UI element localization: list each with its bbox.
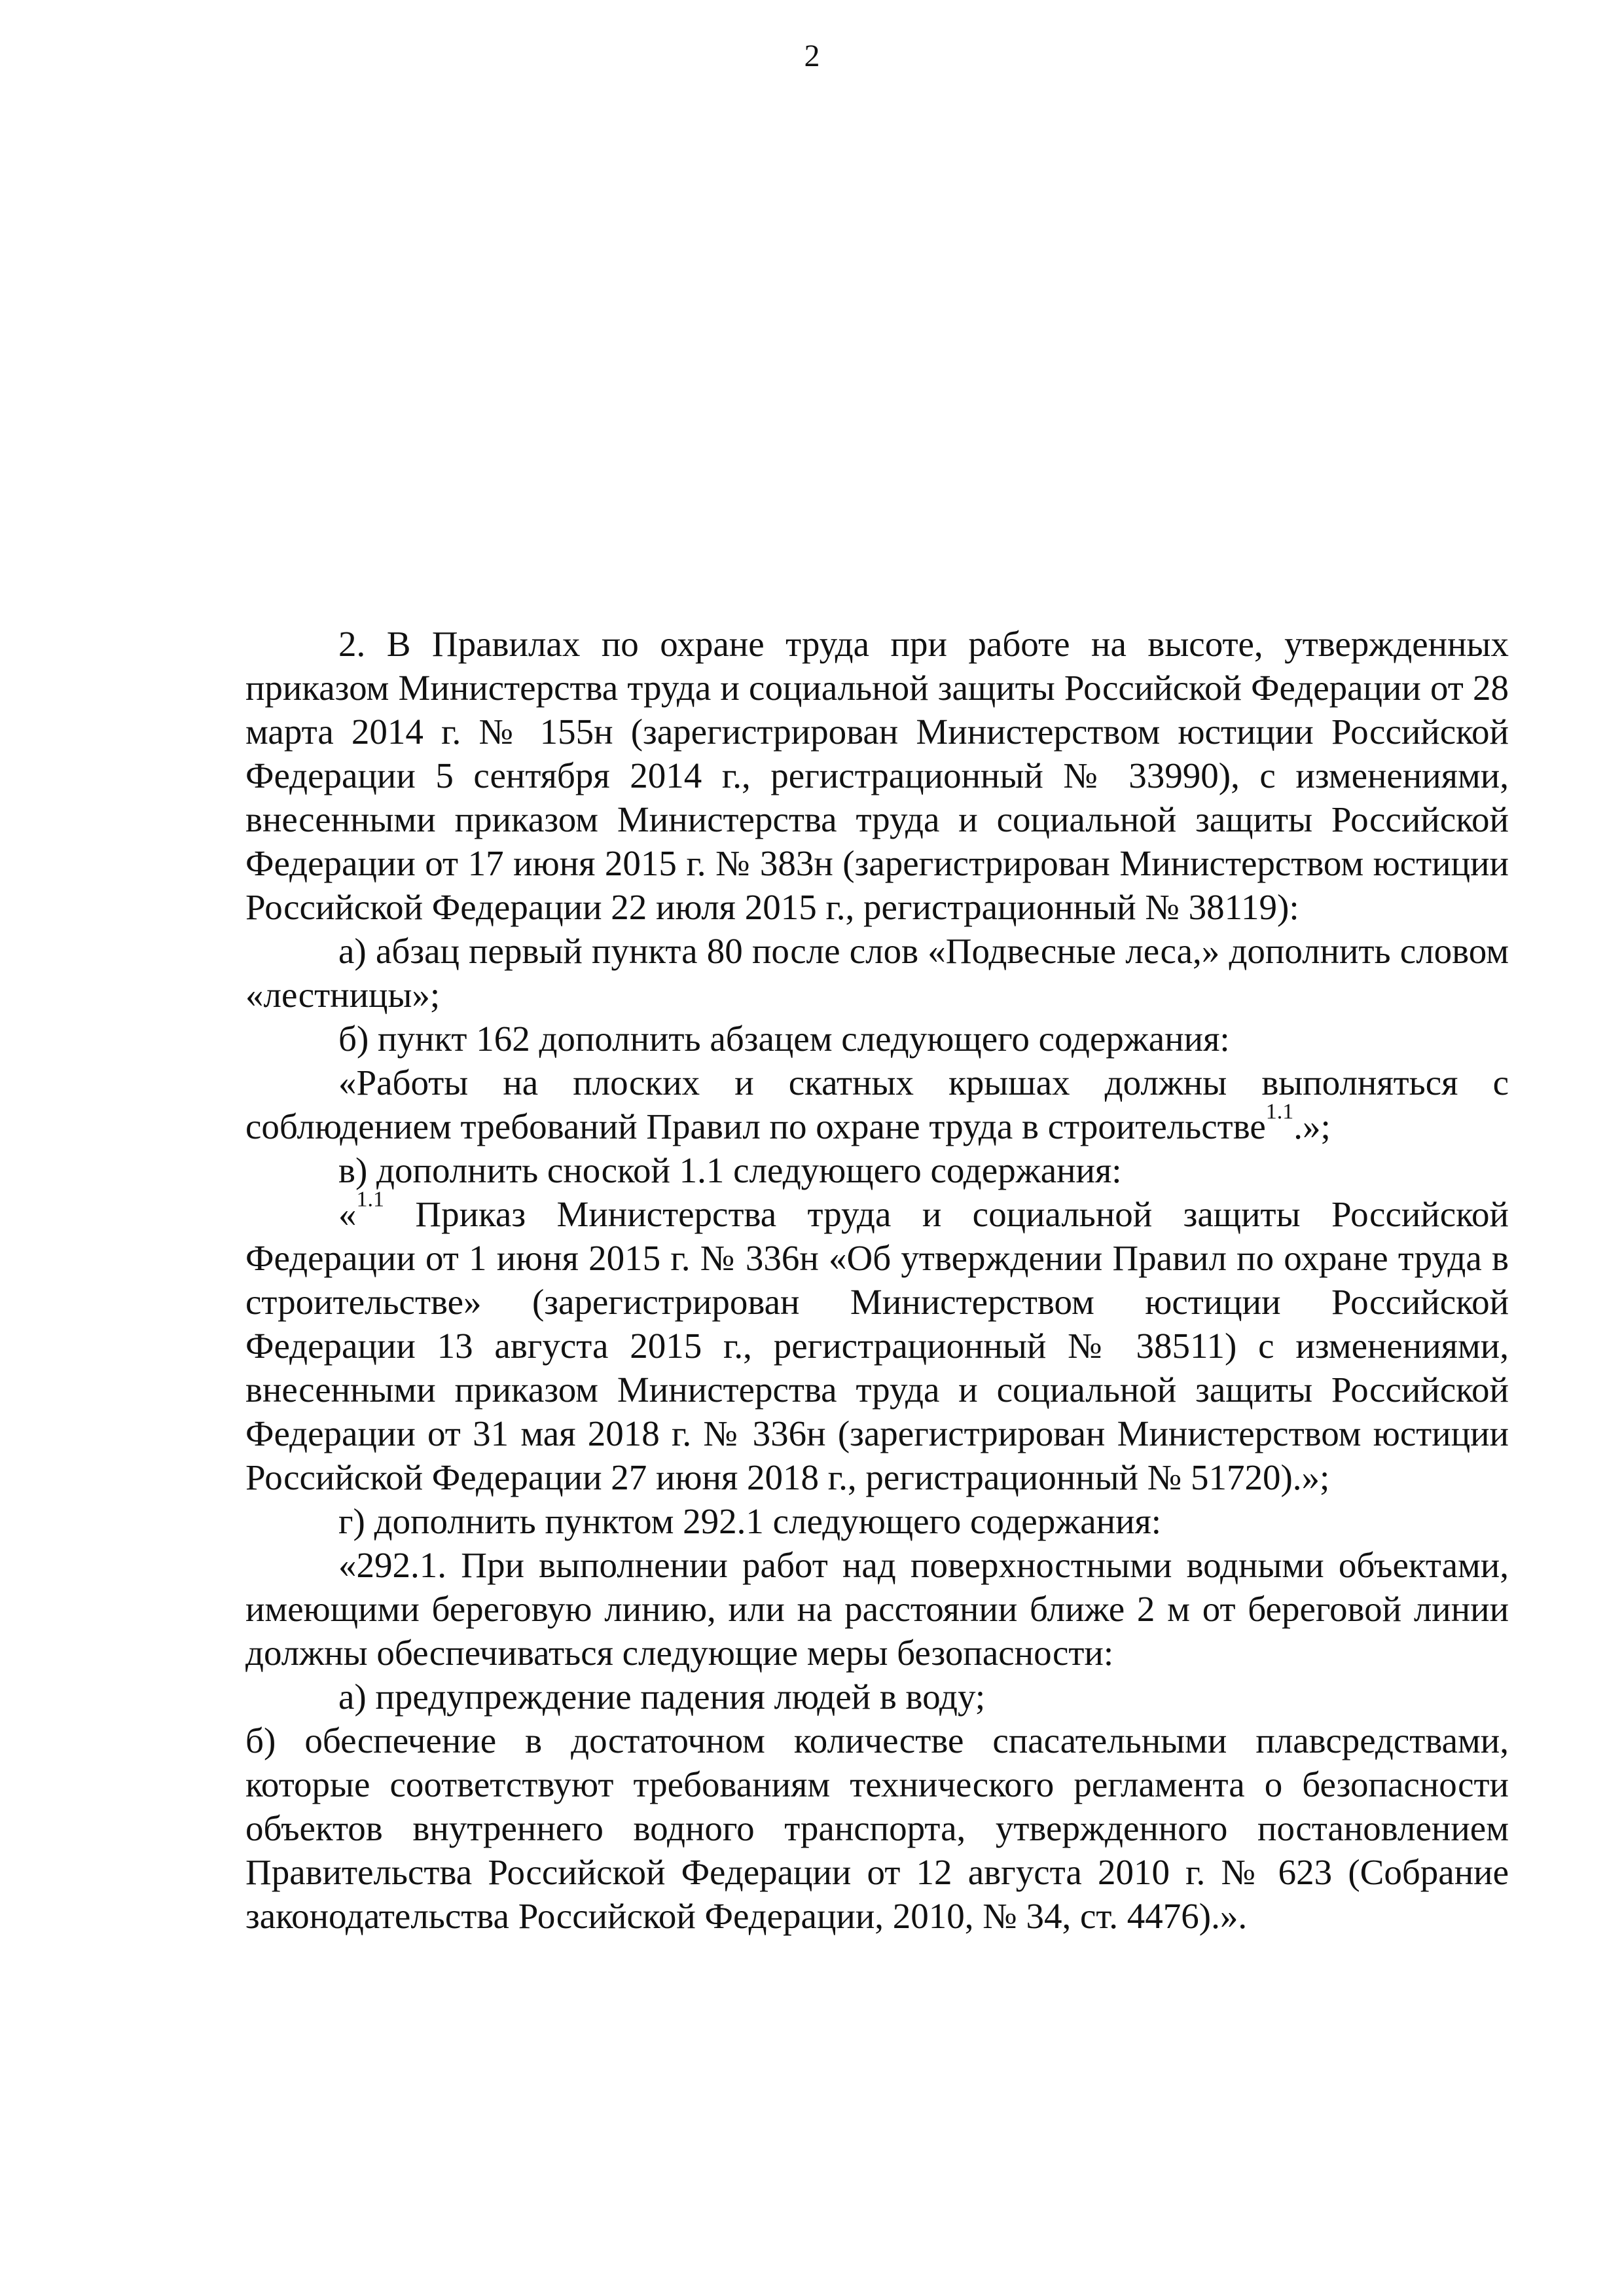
footnote-ref-superscript: 1.1 [1265, 1099, 1294, 1124]
paragraph-item-b: б) пункт 162 дополнить абзацем следующего содержания: [338, 1019, 1230, 1059]
roof-work-quote-tail: .»; [1293, 1106, 1331, 1146]
paragraph-item-v: в) дополнить сноской 1.1 следующего содержания: [338, 1150, 1122, 1190]
paragraph-292-1-a: а) предупреждение падения людей в воду; [338, 1677, 986, 1717]
footnote-open-quote: « [338, 1194, 357, 1234]
document-body [245, 622, 1509, 1938]
footnote-number-superscript: 1.1 [356, 1187, 384, 1212]
paragraph-footnote-text [245, 1187, 1509, 1499]
roof-work-quote-text: «Работы на плоских и скатных крышах должны выполняться с соблюдением требований Правил по охране труда в строительстве [245, 1063, 1509, 1146]
footnote-body: Приказ Министерства труда и социальной защиты Российской Федерации от 1 июня 2015 г. № 336н «Об утверждении Правил по охране труда в строительстве» (зарегистрирован Министерством юстиции Российской Федерации 13 августа 2015 г., регистрационный № 38511) с изменениями, внесенными приказом Министерства труда и социальной защиты Российской Федерации от 31 мая 2018 г. № 336н (зарегистрирован Министерством юстиции Российской Федерации 27 июня 2018 г., регистрационный № 51720).»; [245, 1194, 1509, 1497]
paragraph-292-1: «292.1. При выполнении работ над поверхностными водными объектами, имеющими береговую линию, или на расстоянии ближе 2 м от береговой линии должны обеспечиваться следующие меры безопасности: [245, 1545, 1509, 1673]
paragraph-item-g: г) дополнить пунктом 292.1 следующего содержания: [338, 1501, 1162, 1541]
paragraph-item-a: а) абзац первый пункта 80 после слов «Подвесные леса,» дополнить словом «лестницы»; [245, 931, 1509, 1015]
paragraph-amendment-intro: 2. В Правилах по охране труда при работе на высоте, утвержденных приказом Министерства труда и социальной защиты Российской Федерации от 28 марта 2014 г. № 155н (зарегистрирован Министерством юстиции Российской Федерации 5 сентября 2014 г., регистрационный № 33990), с изменениями, внесенными приказом Министерства труда и социальной защиты Российской Федерации от 17 июня 2015 г. № 383н (зарегистрирован Министерством юстиции Российской Федерации 22 июля 2015 г., регистрационный № 38119): [245, 624, 1509, 927]
paragraph-292-1-b: б) обеспечение в достаточном количестве спасательными плавсредствами, которые соответствуют требованиям технического регламента о безопасности объектов внутреннего водного транспорта, утвержденного постановлением Правительства Российской Федерации от 12 августа 2010 г. № 623 (Собрание законодательства Российской Федерации, 2010, № 34, ст. 4476).». [245, 1721, 1509, 1936]
paragraph-roof-work-quote [245, 1061, 1509, 1148]
page-number: 2 [804, 39, 820, 73]
